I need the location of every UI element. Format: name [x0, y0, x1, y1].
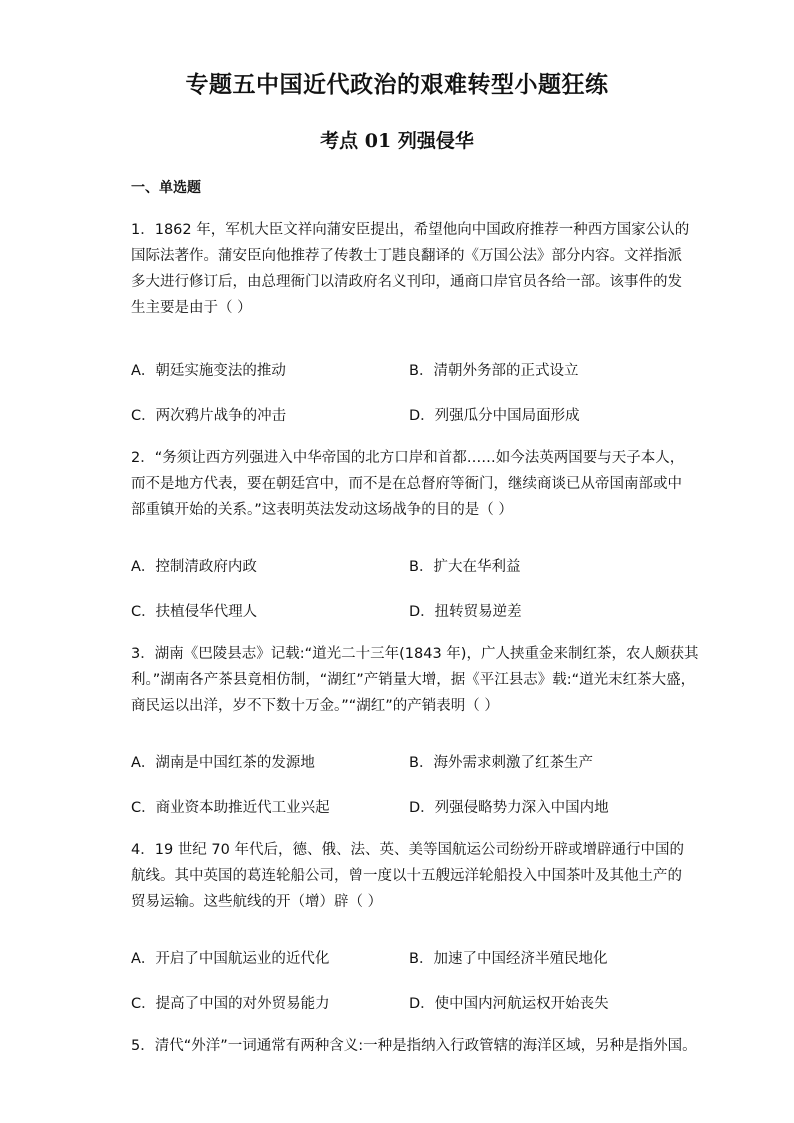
question-4-line: 4．19 世纪 70 年代后，德、俄、法、英、美等国航运公司纷纷开辟或增辟通行中国的 — [131, 842, 684, 858]
question-1-option-d: D．列强瓜分中国局面形成 — [409, 408, 580, 424]
question-2-line: 部重镇开始的关系。”这表明英法发动这场战争的目的是（ ） — [131, 502, 513, 518]
page-title: 专题五中国近代政治的艰难转型小题狂练 — [185, 71, 609, 98]
question-1-line: 国际法著作。蒲安臣向他推荐了传教士丁韪良翻译的《万国公法》部分内容。文祥指派 — [131, 248, 682, 264]
question-2-option-d: D．扭转贸易逆差 — [409, 604, 522, 620]
question-2-option-a: A．控制清政府内政 — [131, 559, 257, 575]
question-2-line: 2．“务须让西方列强进入中华帝国的北方口岸和首都……如今法英两国要与天子本人， — [131, 450, 685, 466]
question-3-option-d: D．列强侵略势力深入中国内地 — [409, 800, 609, 816]
question-2-option-b: B．扩大在华利益 — [409, 559, 521, 575]
question-3-line: 商民运以出洋，岁不下数十万金。”“湖红”的产销表明（ ） — [131, 698, 499, 714]
question-5-line: 5．清代“外洋”一词通常有两种含义:一种是指纳入行政管辖的海洋区域，另种是指外国。 — [131, 1038, 697, 1054]
question-4-option-c: C．提高了中国的对外贸易能力 — [131, 996, 330, 1012]
question-1-option-b: B．清朝外务部的正式设立 — [409, 363, 579, 379]
question-1-option-c: C．两次鸦片战争的冲击 — [131, 408, 287, 424]
question-3-stem — [131, 641, 699, 719]
question-4-option-b: B．加速了中国经济半殖民地化 — [409, 951, 608, 967]
question-1-stem — [131, 217, 690, 321]
page-subtitle: 考点 01 列强侵华 — [320, 130, 474, 152]
question-1-line: 多大进行修订后，由总理衙门以清政府名义刊印，通商口岸官员各给一部。该事件的发 — [131, 274, 682, 290]
section-heading: 一、单选题 — [131, 180, 201, 196]
question-4-line: 航线。其中英国的葛连轮船公司，曾一度以十五艘远洋轮船投入中国茶叶及其他土产的 — [131, 868, 682, 884]
question-4-option-d: D．使中国内河航运权开始丧失 — [409, 996, 609, 1012]
question-2-stem — [131, 445, 685, 523]
question-4-line: 贸易运输。这些航线的开（增）辟（ ） — [131, 894, 383, 910]
question-3-option-c: C．商业资本助推近代工业兴起 — [131, 800, 330, 816]
question-2-option-c: C．扶植侵华代理人 — [131, 604, 258, 620]
question-4-option-a: A．开启了中国航运业的近代化 — [131, 951, 330, 967]
question-1-option-a: A．朝廷实施变法的推动 — [131, 363, 286, 379]
question-2-line: 而不是地方代表，要在朝廷宫中，而不是在总督府等衙门，继续商谈已从帝国南部或中 — [131, 476, 682, 492]
question-1-line: 生主要是由于（ ） — [131, 300, 252, 316]
question-3-option-a: A．湖南是中国红茶的发源地 — [131, 755, 315, 771]
question-3-line: 3．湖南《巴陵县志》记载:“道光二十三年(1843 年)，广人挟重金来制红茶，农人颇获其 — [131, 646, 699, 662]
question-3-line: 利。”湖南各产茶县竟相仿制，“湖红”产销量大增，据《平江县志》载:“道光末红茶大盛， — [131, 672, 696, 688]
question-4-stem — [131, 837, 684, 915]
question-3-option-b: B．海外需求刺激了红茶生产 — [409, 755, 593, 771]
question-5-stem — [131, 1033, 697, 1059]
question-1-line: 1．1862 年，军机大臣文祥向蒲安臣提出，希望他向中国政府推荐一种西方国家公认的 — [131, 222, 690, 238]
